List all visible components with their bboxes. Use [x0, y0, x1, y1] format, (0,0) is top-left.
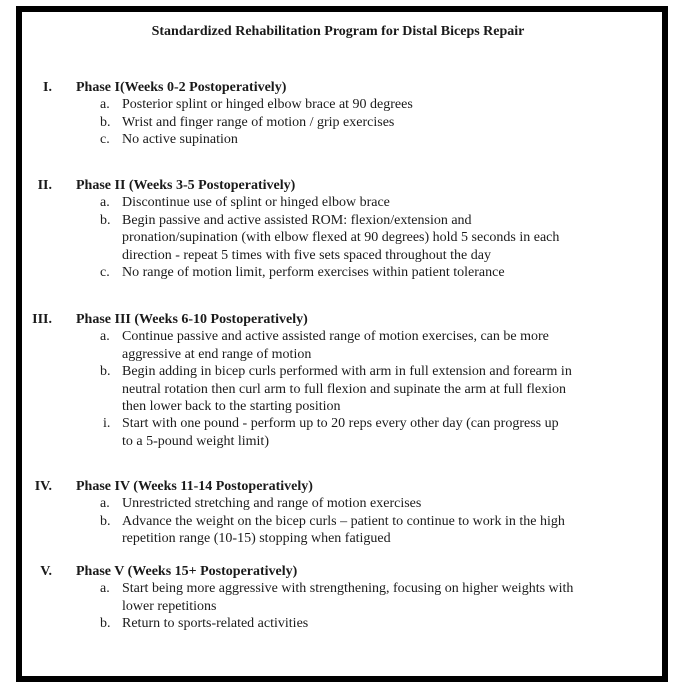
- item-label: b.: [100, 513, 111, 529]
- phase-heading: Phase III (Weeks 6-10 Postoperatively): [76, 312, 308, 327]
- item-text-line: No active supination: [122, 132, 238, 148]
- item-text-line: to a 5-pound weight limit): [122, 433, 269, 449]
- item-text-line: Begin adding in bicep curls performed with arm in full extension and forearm in: [122, 364, 572, 380]
- item-text-line: Discontinue use of splint or hinged elbow brace: [122, 195, 390, 211]
- list-item: [0, 114, 676, 131]
- phase-section: [0, 311, 676, 450]
- item-label: b.: [100, 212, 111, 228]
- document-title: Standardized Rehabilitation Program for Distal Biceps Repair: [151, 24, 525, 39]
- item-label: b.: [100, 114, 111, 130]
- list-item: [0, 131, 676, 148]
- list-item: [0, 328, 676, 363]
- list-item: [0, 194, 676, 211]
- item-label: i.: [103, 416, 111, 432]
- item-text-line: pronation/supination (with elbow flexed at 90 degrees) hold 5 seconds in each: [122, 230, 560, 246]
- item-label: b.: [100, 616, 111, 632]
- item-label: a.: [100, 496, 110, 512]
- phase-heading: Phase IV (Weeks 11-14 Postoperatively): [76, 479, 313, 494]
- item-text-line: Unrestricted stretching and range of motion exercises: [122, 496, 422, 512]
- phase-number: V.: [40, 564, 52, 579]
- list-item: [0, 513, 676, 548]
- phase-section: [0, 177, 676, 281]
- phase-heading: Phase V (Weeks 15+ Postoperatively): [76, 564, 298, 579]
- phase-number: I.: [43, 80, 52, 95]
- item-text-line: No range of motion limit, perform exercises within patient tolerance: [122, 265, 505, 281]
- item-label: a.: [100, 581, 110, 597]
- phase-section: [0, 563, 676, 633]
- phase-number: IV.: [34, 479, 52, 494]
- list-item: [0, 415, 676, 450]
- phase-section: [0, 79, 676, 149]
- list-item: [0, 495, 676, 512]
- item-text-line: Start with one pound - perform up to 20 reps every other day (can progress up: [122, 416, 559, 432]
- item-text-line: Posterior splint or hinged elbow brace at 90 degrees: [122, 97, 413, 113]
- phase-number: II.: [37, 178, 52, 193]
- item-text-line: Wrist and finger range of motion / grip exercises: [122, 114, 395, 130]
- item-label: a.: [100, 329, 110, 345]
- item-label: c.: [100, 132, 110, 148]
- list-item: [0, 615, 676, 632]
- list-item: [0, 96, 676, 113]
- item-label: a.: [100, 97, 110, 113]
- item-text-line: Advance the weight on the bicep curls – patient to continue to work in the high: [122, 513, 565, 529]
- phase-heading: Phase I(Weeks 0-2 Postoperatively): [76, 80, 287, 95]
- list-item: [0, 363, 676, 415]
- item-text-line: Begin passive and active assisted ROM: flexion/extension and: [122, 212, 472, 228]
- list-item: [0, 212, 676, 264]
- item-text-line: aggressive at end range of motion: [122, 346, 312, 362]
- list-item: [0, 580, 676, 615]
- phase-section: [0, 478, 676, 548]
- list-item: [0, 264, 676, 281]
- item-label: c.: [100, 265, 110, 281]
- item-text-line: Return to sports-related activities: [122, 616, 309, 632]
- item-label: a.: [100, 195, 110, 211]
- item-text-line: repetition range (10-15) stopping when fatigued: [122, 531, 391, 547]
- item-text-line: then lower back to the starting position: [122, 399, 341, 415]
- item-text-line: direction - repeat 5 times with five sets spaced throughout the day: [122, 247, 491, 263]
- item-text-line: neutral rotation then curl arm to full flexion and supinate the arm at full flexion: [122, 381, 566, 397]
- item-label: b.: [100, 364, 111, 380]
- item-text-line: Continue passive and active assisted range of motion exercises, can be more: [122, 329, 549, 345]
- phase-heading: Phase II (Weeks 3-5 Postoperatively): [76, 178, 296, 193]
- phase-number: III.: [32, 312, 52, 327]
- item-text-line: Start being more aggressive with strengthening, focusing on higher weights with: [122, 581, 574, 597]
- item-text-line: lower repetitions: [122, 598, 217, 614]
